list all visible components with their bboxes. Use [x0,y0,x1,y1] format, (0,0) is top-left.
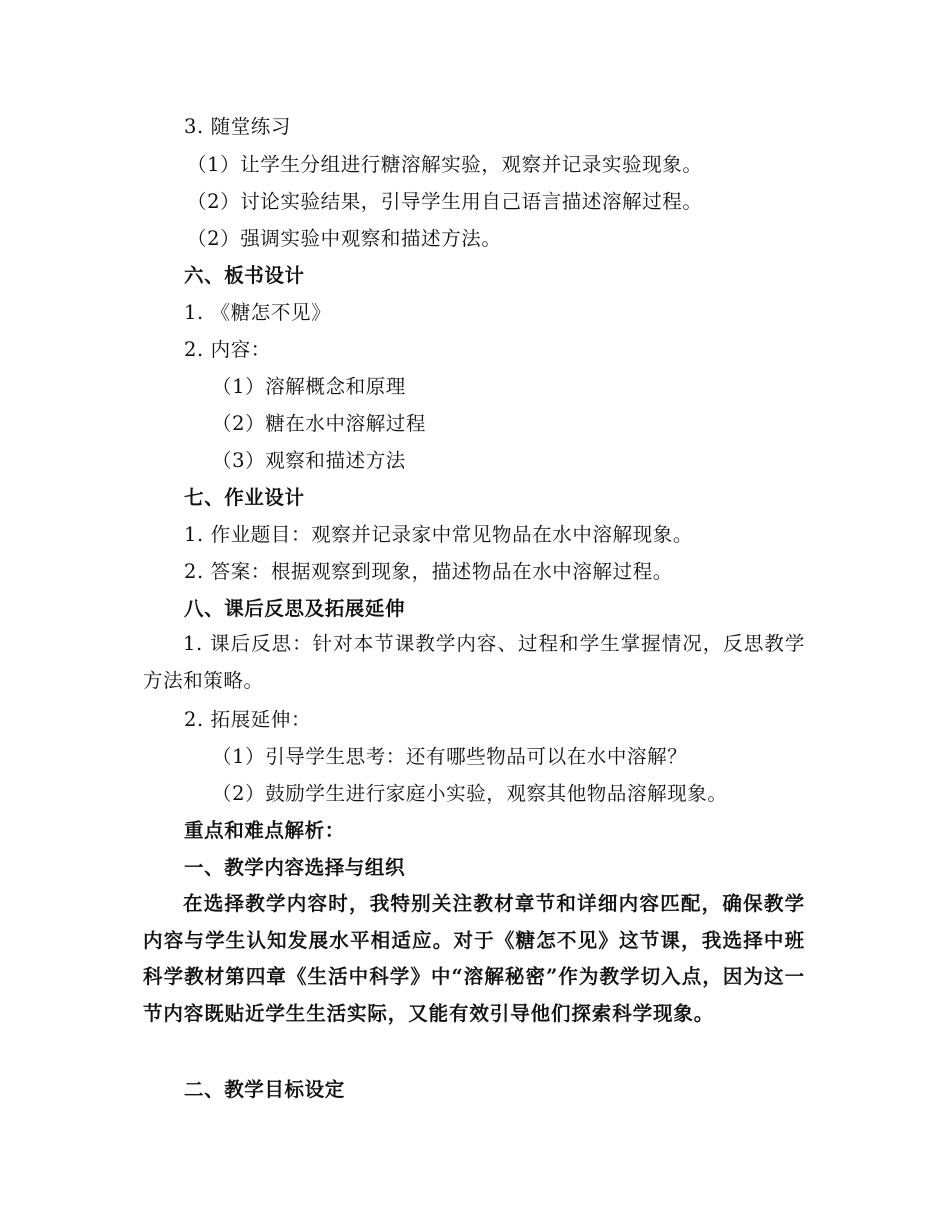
board-design-sub-2: （2）糖在水中溶解过程 [212,412,427,435]
homework-item-1: 1. 作业题目：观察并记录家中常见物品在水中溶解现象。 [184,523,694,546]
practice-heading: 3. 随堂练习 [184,115,292,138]
board-design-heading: 六、板书设计 [184,264,305,287]
board-design-sub-1: （1）溶解概念和原理 [212,375,406,398]
reflection-sub-1: （1）引导学生思考：还有哪些物品可以在水中溶解？ [212,745,688,768]
reflection-item-1: 1. 课后反思：针对本节课教学内容、过程和学生掌握情况，反思教学方法和策略。 [143,632,805,692]
board-design-item-1: 1. 《糖怎不见》 [184,301,332,324]
homework-heading: 七、作业设计 [184,486,305,509]
section-1-heading: 一、教学内容选择与组织 [184,856,406,879]
section-1-body: 在选择教学内容时，我特别关注教材章节和详细内容匹配，确保教学内容与学生认知发展水平相适应。对于《糖怎不见》这节课，我选择中班科学教材第四章《生活中科学》中“溶解秘密”作为教学切入点，因为这一节内容既贴近学生生活实际，又能有效引导他们探索科学现象。 [143,892,805,1025]
board-design-item-2: 2. 内容： [184,338,271,361]
board-design-sub-3: （3）观察和描述方法 [212,449,406,472]
homework-item-2: 2. 答案：根据观察到现象，描述物品在水中溶解过程。 [184,560,673,583]
reflection-heading: 八、课后反思及拓展延伸 [184,597,406,620]
reflection-item-2: 2. 拓展延伸： [184,708,312,731]
practice-item-3: （2）强调实验中观察和描述方法。 [187,227,502,250]
practice-item-2: （2）讨论实验结果，引导学生用自己语言描述溶解过程。 [187,190,703,213]
practice-item-1: （1）让学生分组进行糖溶解实验，观察并记录实验现象。 [187,153,703,176]
analysis-heading: 重点和难点解析： [184,819,345,842]
reflection-sub-2: （2）鼓励学生进行家庭小实验，观察其他物品溶解现象。 [212,782,728,805]
section-2-heading: 二、教学目标设定 [184,1078,345,1101]
